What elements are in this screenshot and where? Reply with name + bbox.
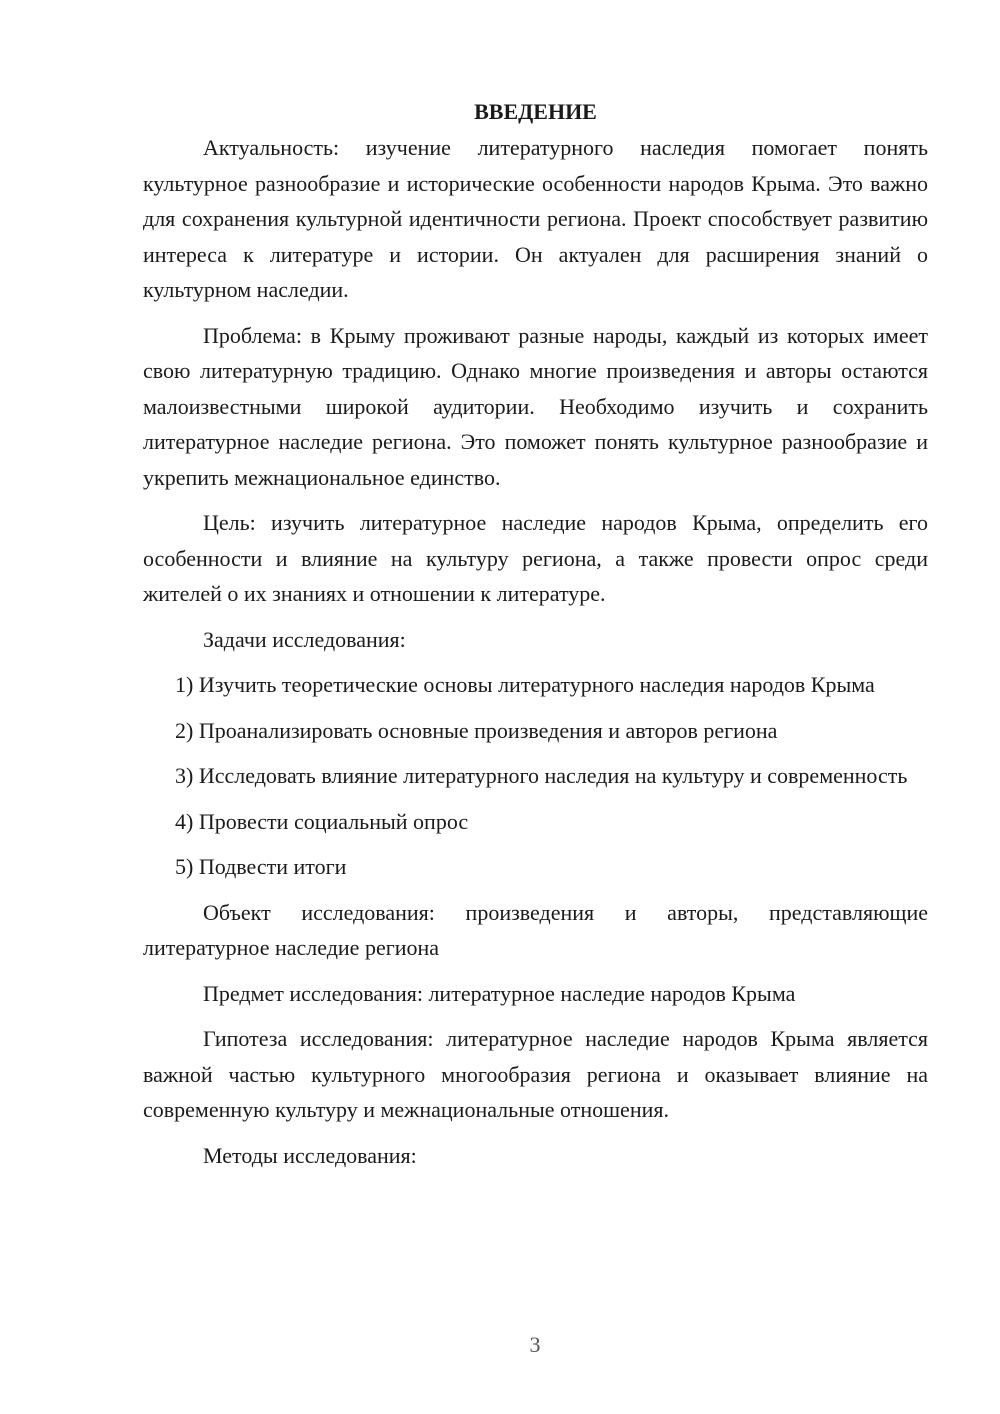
task-item: 3) Исследовать влияние литературного наследия на культуру и современность bbox=[175, 763, 908, 788]
tasks-list bbox=[143, 667, 928, 885]
object-paragraph: Объект исследования: произведения и авторы, представляющие литературное наследие региона bbox=[143, 899, 928, 960]
task-item: 4) Провести социальный опрос bbox=[175, 808, 469, 834]
task-item: 5) Подвести итоги bbox=[175, 854, 347, 879]
goal-paragraph: Цель: изучить литературное наследие народов Крыма, определить его особенности и влияние на культуру региона, а также провести опрос среди жителей о их знаниях и отношении к литературе. bbox=[143, 510, 928, 606]
problem-paragraph: Проблема: в Крыму проживают разные народы, каждый из которых имеет свою литературную традицию. Однако многие произведения и авторы остаются малоизвестными широкой аудитории. Необходимо изучить и сохранить литературное наследие региона. Это поможет понять культурное разнообразие и укрепить межнациональное единство. bbox=[143, 322, 928, 490]
methods-label: Методы исследования: bbox=[203, 1142, 417, 1168]
task-item: 2) Проанализировать основные произведения и авторов региона bbox=[175, 717, 778, 743]
hypothesis-paragraph: Гипотеза исследования: литературное наследие народов Крыма является важной частью культурного многообразия региона и оказывает влияние на современную культуру и межнациональные отношения. bbox=[143, 1026, 928, 1122]
page-title: ВВЕДЕНИЕ bbox=[474, 99, 597, 124]
tasks-label: Задачи исследования: bbox=[203, 626, 406, 652]
relevance-paragraph: Актуальность: изучение литературного наследия помогает понять культурное разнообразие и исторические особенности народов Крыма. Это важно для сохранения культурной идентичности региона. Проект способствует развитию интереса к литературе и истории. Он актуален для расширения знаний о культурном наследии. bbox=[143, 135, 928, 302]
document-page bbox=[143, 94, 928, 1183]
task-item: 1) Изучить теоретические основы литературного наследия народов Крыма bbox=[175, 672, 875, 697]
page-number: 3 bbox=[529, 1332, 541, 1357]
subject-paragraph: Предмет исследования: литературное наследие народов Крыма bbox=[203, 980, 796, 1006]
